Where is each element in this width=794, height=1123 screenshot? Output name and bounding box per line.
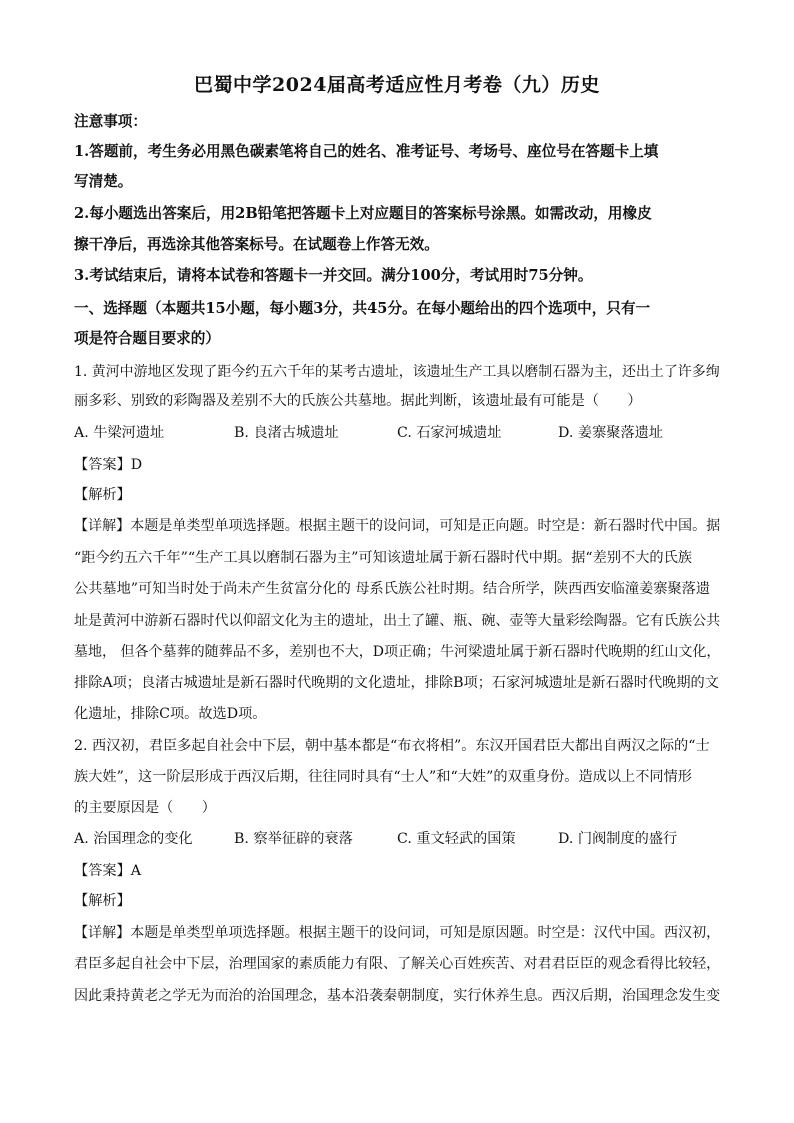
section-heading: 一、选择题（本题共15小题，每小题3分，共45分。在每小题给出的四个选项中，只有一 (74, 300, 651, 317)
q1-detail: 化遗址，排除C项。故选D项。 (74, 706, 267, 722)
q1-stem: 1. 黄河中游地区发现了距今约五六千年的某考古遗址，该遗址生产工具以磨制石器为主，还出土了许多绚 (74, 364, 720, 380)
q1-option-c: C. 石家河城遗址 (397, 425, 502, 441)
q1-detail: 排除A项；良渚古城遗址是新石器时代晚期的文化遗址，排除B项；石家河城遗址是新石器时代晚期的文 (74, 675, 719, 691)
page-title: 巴蜀中学2024届高考适应性月考卷（九）历史 (194, 74, 600, 96)
notice-line: 2.每小题选出答案后，用2B铅笔把答题卡上对应题目的答案标号涂黑。如需改动，用橡皮 (74, 205, 652, 222)
q2-detail: 君臣多起自社会中下层，治理国家的素质能力有限、了解关心百姓疾苦、对君君臣臣的观念看得比较轻， (74, 956, 721, 972)
section-heading: 项是符合题目要求的） (74, 330, 220, 347)
q2-analysis-label: 【解析】 (74, 893, 131, 909)
q1-detail: 墓地， 但各个墓葬的随葬品不多，差别也不大，D项正确；牛河梁遗址属于新石器时代晚期的红山文化， (74, 644, 721, 660)
q1-stem: 丽多彩、别致的彩陶器及差别不大的氏族公共墓地。据此判断，该遗址最有可能是（ ） (74, 393, 642, 409)
q2-answer: 【答案】A (74, 863, 141, 879)
q1-option-d: D. 姜寨聚落遗址 (558, 425, 664, 441)
q2-option-b: B. 察举征辟的衰落 (234, 831, 353, 847)
q1-analysis-label: 【解析】 (74, 487, 131, 503)
notice-line: 擦干净后，再选涂其他答案标号。在试题卷上作答无效。 (74, 236, 439, 253)
q1-detail: 公共墓地”可知当时处于尚未产生贫富分化的 母系氏族公社时期。结合所学，陕西西安临潼姜寨聚落遗 (74, 581, 711, 597)
notice-line: 写清楚。 (74, 173, 133, 190)
q2-stem: 的主要原因是（ ） (74, 800, 216, 816)
q1-option-a: A. 牛梁河遗址 (74, 425, 165, 441)
notice-line: 1.答题前，考生务必用黑色碳素笔将自己的姓名、准考证号、考场号、座位号在答题卡上填 (74, 143, 659, 160)
q1-detail: 【详解】本题是单类型单项选择题。根据主题干的设问词，可知是正向题。时空是：新石器时代中国。据 (74, 518, 721, 534)
q2-detail: 【详解】本题是单类型单项选择题。根据主题干的设问词，可知是原因题。时空是：汉代中国。西汉初， (74, 925, 721, 941)
q2-option-d: D. 门阀制度的盛行 (558, 831, 678, 847)
q1-option-b: B. 良渚古城遗址 (234, 425, 339, 441)
q2-detail: 因此秉持黄老之学无为而治的治国理念，基本沿袭秦朝制度，实行休养生息。西汉后期，治国理念发生变 (74, 988, 721, 1004)
q2-option-a: A. 治国理念的变化 (74, 831, 193, 847)
q1-answer: 【答案】D (74, 457, 143, 473)
q2-option-c: C. 重文轻武的国策 (397, 831, 516, 847)
notice-line: 3.考试结束后，请将本试卷和答题卡一并交回。满分100分，考试用时75分钟。 (74, 267, 593, 284)
q1-detail: 址是黄河中游新石器时代以仰韶文化为主的遗址，出土了罐、瓶、碗、壶等大量彩绘陶器。它有氏族公共 (74, 613, 721, 629)
q1-detail: “距今约五六千年”“生产工具以磨制石器为主”可知该遗址属于新石器时代中期。据“差别不大的氏族 (74, 550, 692, 566)
q2-stem: 2. 西汉初，君臣多起自社会中下层，朝中基本都是“布衣将相”。东汉开国君臣大都出自两汉之际的“士 (74, 738, 710, 754)
notice-heading: 注意事项： (74, 113, 147, 130)
q2-stem: 族大姓”，这一阶层形成于西汉后期，往往同时具有“士人”和“大姓”的双重身份。造成以上不同情形 (74, 769, 692, 785)
